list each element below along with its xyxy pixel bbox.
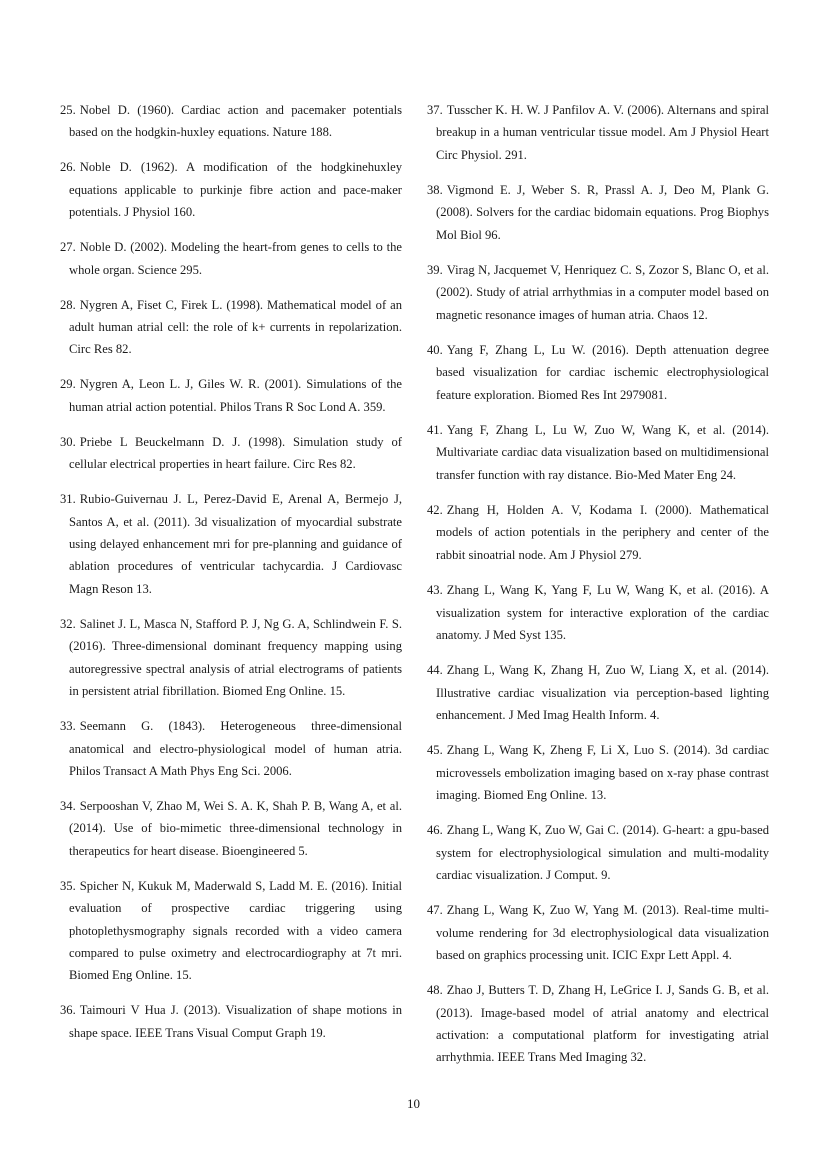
reference-text: Virag N, Jacquemet V, Henriquez C. S, Zozor S, Blanc O, et al. (2002). Study of atrial arrhythmias in a computer model based on magnetic resonance images of human atria. Chaos 12. xyxy=(436,263,769,322)
reference-text: Salinet J. L, Masca N, Stafford P. J, Ng G. A, Schlindwein F. S. (2016). Three-dimensional dominant frequency mapping using autoregressive spectral analysis of atrial electrograms of patients in persistent atrial fibrillation. Biomed Eng Online. 15. xyxy=(69,616,402,699)
reference-item xyxy=(427,659,769,726)
reference-text: Zhang L, Wang K, Zhang H, Zuo W, Liang X, et al. (2014). Illustrative cardiac visualization via perception-based lighting enhancement. J Med Imag Health Inform. 4. xyxy=(436,663,769,722)
reference-text: Zhang L, Wang K, Zheng F, Li X, Luo S. (2014). 3d cardiac microvessels embolization imaging based on x-ray phase contrast imaging. Biomed Eng Online. 13. xyxy=(436,743,769,802)
reference-number: 36. xyxy=(60,1003,76,1018)
reference-number: 35. xyxy=(60,878,76,893)
reference-text: Rubio-Guivernau J. L, Perez-David E, Arenal A, Bermejo J, Santos A, et al. (2011). 3d visualization of myocardial substrate using delayed enhancement mri for pre-planning and guidance of ablation procedures of ventricular tachycardia. J Cardiovasc Magn Reson 13. xyxy=(69,492,402,596)
reference-item xyxy=(427,99,769,166)
reference-item xyxy=(60,156,402,223)
reference-item xyxy=(60,431,402,476)
reference-item xyxy=(60,999,402,1044)
reference-item xyxy=(60,99,402,144)
reference-text: Zhang L, Wang K, Yang F, Lu W, Wang K, et al. (2016). A visualization system for interactive exploration of the cardiac anatomy. J Med Syst 135. xyxy=(436,583,769,642)
reference-item xyxy=(427,739,769,806)
reference-number: 47. xyxy=(427,903,443,918)
reference-column-left xyxy=(60,99,402,1057)
reference-text: Priebe L Beuckelmann D. J. (1998). Simulation study of cellular electrical properties in heart failure. Circ Res 82. xyxy=(69,434,402,472)
reference-number: 34. xyxy=(60,798,76,813)
reference-text: Yang F, Zhang L, Lu W, Zuo W, Wang K, et al. (2014). Multivariate cardiac data visualization based on multidimensional transfer function with ray distance. Bio-Med Mater Eng 24. xyxy=(436,423,769,482)
reference-text: Yang F, Zhang L, Lu W. (2016). Depth attenuation degree based visualization for cardiac ischemic electrophysiological feature exploration. Biomed Res Int 2979081. xyxy=(436,343,769,402)
reference-text: Zhang L, Wang K, Zuo W, Gai C. (2014). G-heart: a gpu-based system for electrophysiological simulation and multi-modality cardiac visualization. J Comput. 9. xyxy=(436,823,769,882)
reference-number: 46. xyxy=(427,823,443,838)
reference-item xyxy=(427,979,769,1069)
reference-number: 33. xyxy=(60,719,76,734)
reference-number: 28. xyxy=(60,297,76,312)
reference-text: Vigmond E. J, Weber S. R, Prassl A. J, Deo M, Plank G. (2008). Solvers for the cardiac bidomain equations. Prog Biophys Mol Biol 96. xyxy=(436,183,769,242)
reference-text: Seemann G. (1843). Heterogeneous three-dimensional anatomical and electro-physiological model of human atria. Philos Transact A Math Phys Eng Sci. 2006. xyxy=(69,719,402,778)
reference-number: 42. xyxy=(427,503,443,518)
reference-item xyxy=(60,294,402,361)
reference-number: 43. xyxy=(427,583,443,598)
reference-column-right xyxy=(427,99,769,1082)
reference-item xyxy=(427,259,769,326)
reference-text: Tusscher K. H. W. J Panfilov A. V. (2006). Alternans and spiral breakup in a human ventricular tissue model. Am J Physiol Heart Circ Physiol. 291. xyxy=(436,103,769,162)
reference-item xyxy=(60,488,402,600)
reference-number: 41. xyxy=(427,423,443,438)
reference-number: 38. xyxy=(427,183,443,198)
reference-number: 39. xyxy=(427,263,443,278)
reference-text: Noble D. (2002). Modeling the heart-from genes to cells to the whole organ. Science 295. xyxy=(69,240,402,277)
reference-item xyxy=(427,899,769,966)
reference-number: 48. xyxy=(427,983,443,998)
reference-item xyxy=(60,373,402,418)
reference-item xyxy=(60,875,402,987)
reference-item xyxy=(60,795,402,862)
reference-number: 26. xyxy=(60,160,76,175)
reference-number: 25. xyxy=(60,103,76,117)
reference-number: 40. xyxy=(427,343,443,358)
reference-number: 30. xyxy=(60,434,76,449)
reference-item xyxy=(427,579,769,646)
reference-number: 32. xyxy=(60,616,76,631)
reference-text: Nobel D. (1960). Cardiac action and pacemaker potentials based on the hodgkin-huxley equations. Nature 188. xyxy=(69,103,402,140)
page-number: 10 xyxy=(407,1096,420,1111)
reference-item xyxy=(427,499,769,566)
reference-text: Zhang H, Holden A. V, Kodama I. (2000). Mathematical models of action potentials in the periphery and center of the rabbit sinoatrial node. Am J Physiol 279. xyxy=(436,503,769,562)
reference-text: Serpooshan V, Zhao M, Wei S. A. K, Shah P. B, Wang A, et al. (2014). Use of bio-mimetic three-dimensional technology in therapeutics for heart disease. Bioengineered 5. xyxy=(69,798,402,858)
reference-text: Zhao J, Butters T. D, Zhang H, LeGrice I. J, Sands G. B, et al. (2013). Image-based model of atrial anatomy and electrical activation: a computational platform for investigating atrial arrhythmia. IEEE Trans Med Imaging 32. xyxy=(436,983,769,1065)
reference-text: Noble D. (1962). A modification of the hodgkinehuxley equations applicable to purkinje fibre action and pace-maker potentials. J Physiol 160. xyxy=(69,160,402,220)
reference-item xyxy=(427,819,769,886)
reference-number: 27. xyxy=(60,240,76,255)
reference-item xyxy=(60,613,402,703)
reference-number: 29. xyxy=(60,377,76,392)
reference-number: 44. xyxy=(427,663,443,678)
reference-number: 45. xyxy=(427,743,443,758)
reference-text: Zhang L, Wang K, Zuo W, Yang M. (2013). Real-time multi-volume rendering for 3d electrophysiological data visualization based on graphics processing unit. ICIC Expr Lett Appl. 4. xyxy=(436,903,769,962)
reference-text: Taimouri V Hua J. (2013). Visualization of shape motions in shape space. IEEE Trans Visual Comput Graph 19. xyxy=(69,1003,402,1040)
reference-text: Nygren A, Leon L. J, Giles W. R. (2001). Simulations of the human atrial action potential. Philos Trans R Soc Lond A. 359. xyxy=(69,377,402,414)
reference-text: Spicher N, Kukuk M, Maderwald S, Ladd M. E. (2016). Initial evaluation of prospective cardiac triggering using photoplethysmography signals recorded with a video camera compared to pulse oximetry and electrocardiography at 7t mri. Biomed Eng Online. 15. xyxy=(69,878,402,983)
reference-text: Nygren A, Fiset C, Firek L. (1998). Mathematical model of an adult human atrial cell: the role of k+ currents in repolarization. Circ Res 82. xyxy=(69,297,402,357)
reference-item xyxy=(60,715,402,782)
reference-item xyxy=(427,339,769,406)
reference-number: 31. xyxy=(60,492,76,507)
reference-item xyxy=(427,419,769,486)
reference-item xyxy=(60,236,402,281)
reference-number: 37. xyxy=(427,103,443,117)
reference-item xyxy=(427,179,769,246)
